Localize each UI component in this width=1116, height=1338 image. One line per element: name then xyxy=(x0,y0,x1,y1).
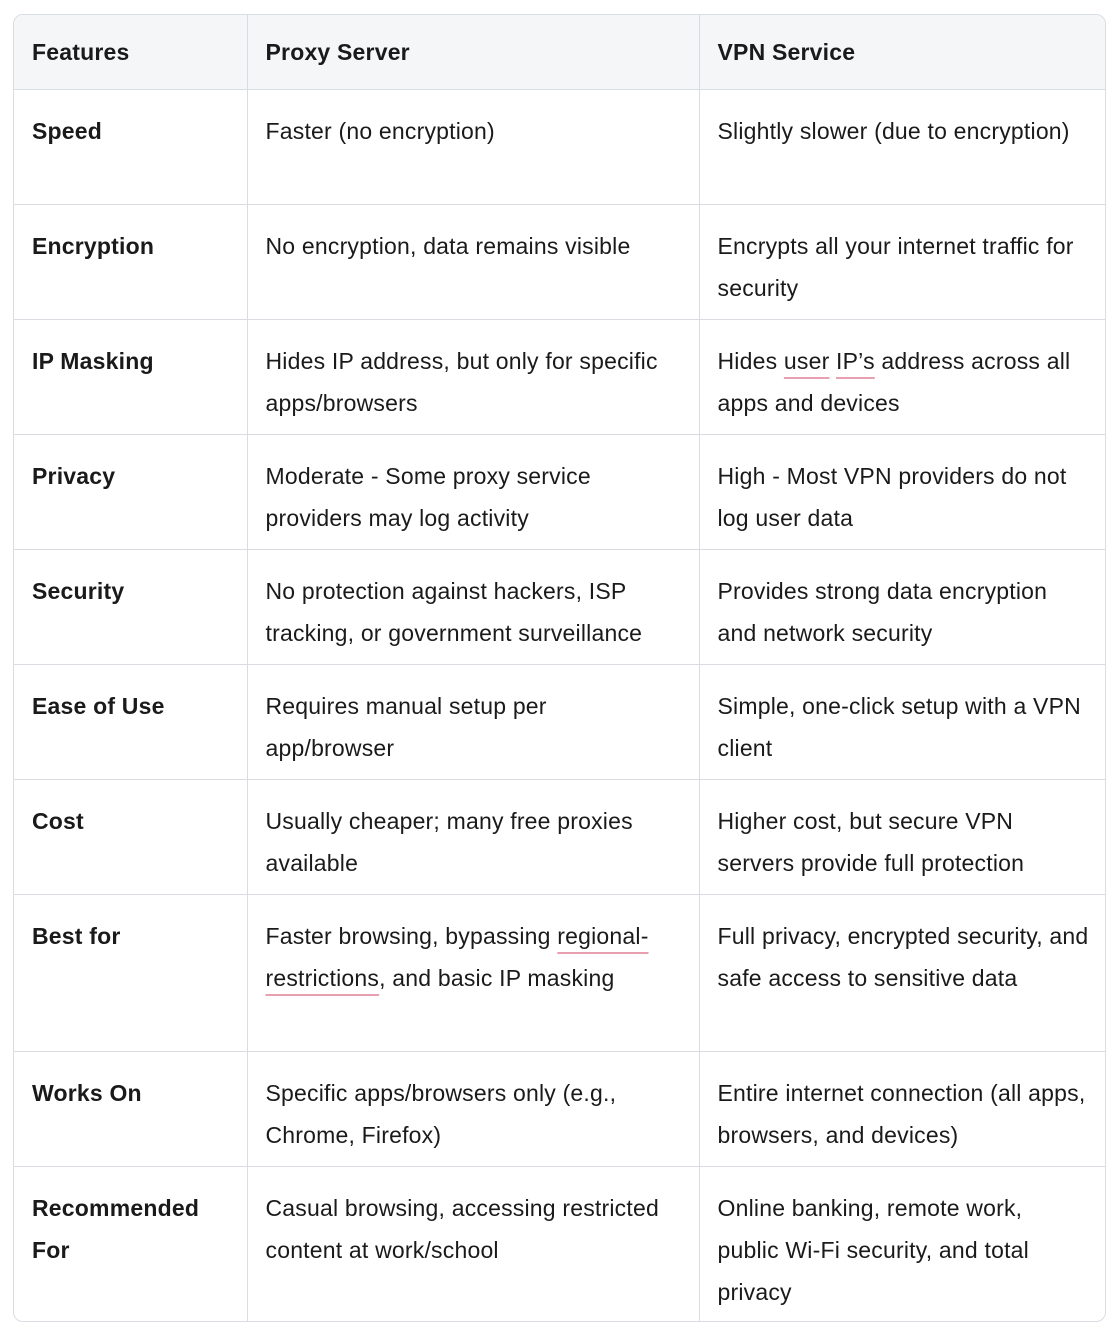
table-header xyxy=(14,15,1106,89)
feature-cell: Encryption xyxy=(14,204,247,319)
feature-cell: Recommended For xyxy=(14,1166,247,1322)
proxy-cell: Usually cheaper; many free proxies available xyxy=(247,779,699,894)
proxy-cell: Moderate - Some proxy service providers may log activity xyxy=(247,434,699,549)
spellcheck-word-ips[interactable]: IP’s xyxy=(836,347,875,374)
vpn-cell: Higher cost, but secure VPN servers provide full protection xyxy=(699,779,1106,894)
spellcheck-word-regional-restrictions[interactable]: regional-restrictions xyxy=(265,922,649,991)
feature-cell: Speed xyxy=(14,89,247,204)
table-body xyxy=(14,89,1106,1322)
feature-cell: Ease of Use xyxy=(14,664,247,779)
proxy-cell: No encryption, data remains visible xyxy=(247,204,699,319)
feature-cell: IP Masking xyxy=(14,319,247,434)
header-features: Features xyxy=(14,15,247,89)
header-vpn-service: VPN Service xyxy=(699,15,1106,89)
proxy-cell: Requires manual setup per app/browser xyxy=(247,664,699,779)
comparison-table xyxy=(14,15,1106,1322)
proxy-cell: Casual browsing, accessing restricted content at work/school xyxy=(247,1166,699,1322)
vpn-cell xyxy=(699,319,1106,434)
proxy-cell: Faster (no encryption) xyxy=(247,89,699,204)
vpn-cell: Provides strong data encryption and network security xyxy=(699,549,1106,664)
vpn-cell: Entire internet connection (all apps, browsers, and devices) xyxy=(699,1051,1106,1166)
table-row-speed xyxy=(14,89,1106,204)
header-row xyxy=(14,15,1106,89)
proxy-cell xyxy=(247,894,699,1051)
proxy-cell: Hides IP address, but only for specific apps/browsers xyxy=(247,319,699,434)
table-row-cost xyxy=(14,779,1106,894)
feature-cell: Works On xyxy=(14,1051,247,1166)
table-row-ease-of-use xyxy=(14,664,1106,779)
vpn-cell: Encrypts all your internet traffic for security xyxy=(699,204,1106,319)
proxy-cell: No protection against hackers, ISP tracking, or government surveillance xyxy=(247,549,699,664)
vpn-cell: Slightly slower (due to encryption) xyxy=(699,89,1106,204)
vpn-cell: Full privacy, encrypted security, and safe access to sensitive data xyxy=(699,894,1106,1051)
table-row-recommended-for xyxy=(14,1166,1106,1322)
proxy-text-part: Faster browsing, bypassing xyxy=(265,922,558,949)
header-proxy-server: Proxy Server xyxy=(247,15,699,89)
table-row-best-for xyxy=(14,894,1106,1051)
feature-cell: Privacy xyxy=(14,434,247,549)
vpn-cell: High - Most VPN providers do not log user data xyxy=(699,434,1106,549)
vpn-text-part: Hides xyxy=(717,347,784,374)
comparison-table-container xyxy=(13,14,1106,1322)
vpn-cell: Simple, one-click setup with a VPN client xyxy=(699,664,1106,779)
table-row-works-on xyxy=(14,1051,1106,1166)
proxy-text-part: , and basic IP masking xyxy=(379,964,615,991)
table-row-privacy xyxy=(14,434,1106,549)
table-row-security xyxy=(14,549,1106,664)
table-row-ip-masking xyxy=(14,319,1106,434)
feature-cell: Cost xyxy=(14,779,247,894)
vpn-cell: Online banking, remote work, public Wi-Fi security, and total privacy xyxy=(717,1194,1029,1305)
feature-cell: Security xyxy=(14,549,247,664)
vpn-text-part: address across all apps and devices xyxy=(717,347,1071,416)
feature-cell: Best for xyxy=(14,894,247,1051)
proxy-cell: Specific apps/browsers only (e.g., Chrome, Firefox) xyxy=(247,1051,699,1166)
spellcheck-word-user[interactable]: user xyxy=(783,347,830,374)
table-row-encryption xyxy=(14,204,1106,319)
